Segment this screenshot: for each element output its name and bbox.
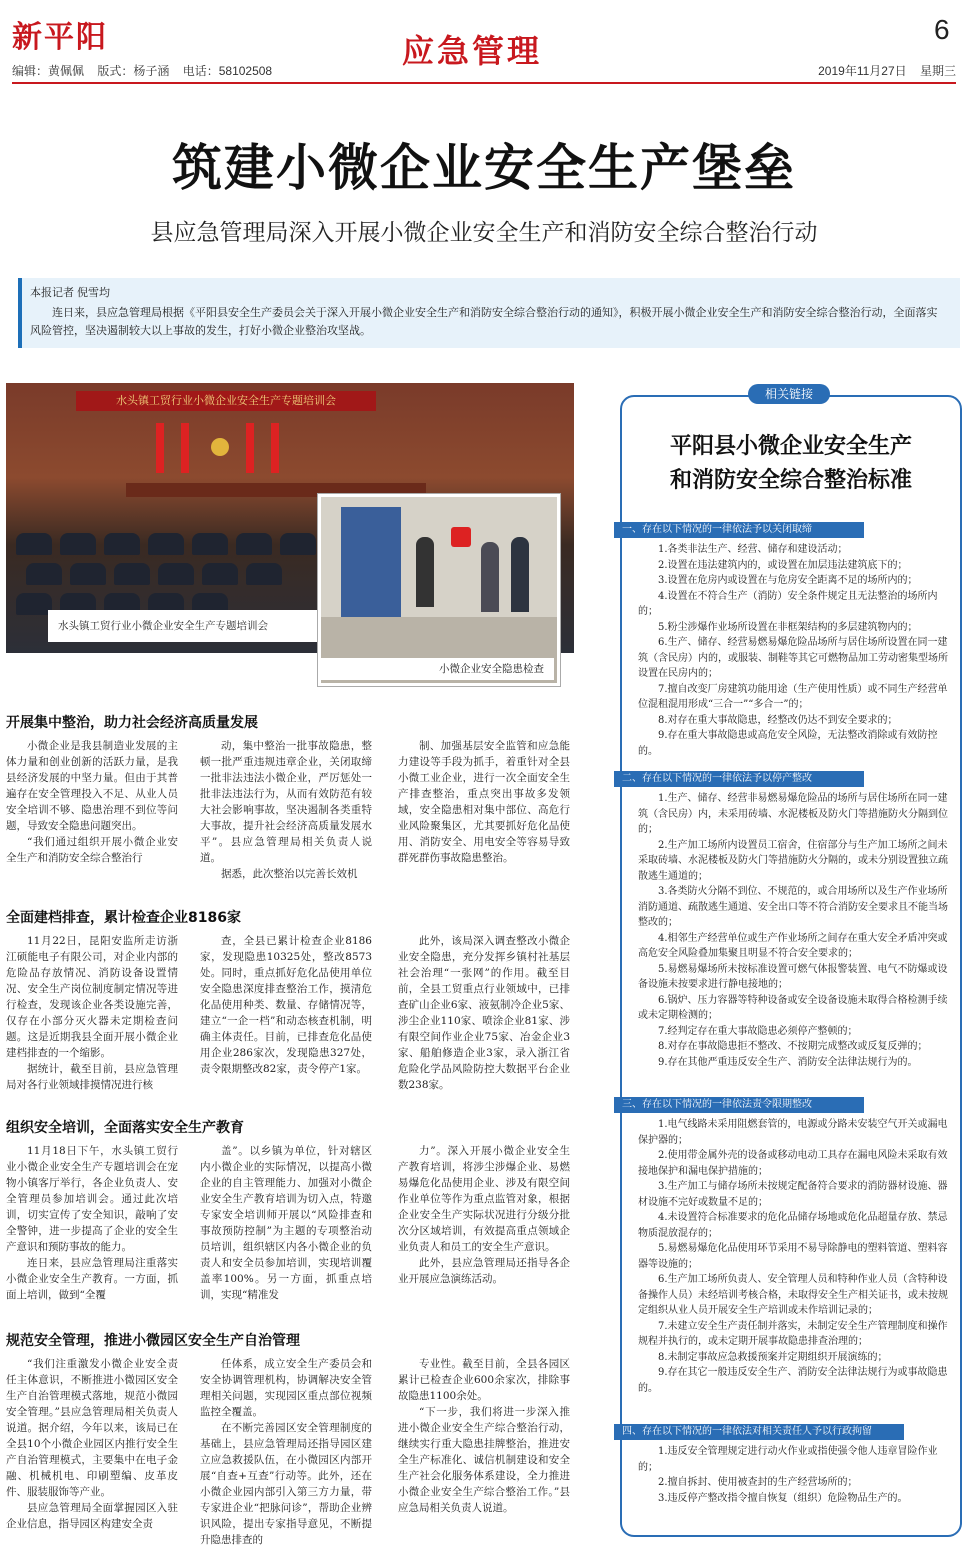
article-column: 任体系，成立安全生产委员会和安全协调管理机构，协调解决安全管理相关问题，实现园区重点部位视频监控全覆盖。 在不断完善园区安全管理制度的基础上，县应急管理局还指导园区建立应急救援队伍，在小微园区内部开展“自查+互查”行动等。此外，还在小微企业园内部引入第三方力量，带专家进企业“把脉问诊”，帮助企业辨识风险，提出专家指导意见，不断提升隐患排查的: [200, 1358, 372, 1546]
layout-editor: 版式：杨子涵: [97, 64, 170, 78]
article-column: 动，集中整治一批事故隐患，整顿一批严重违规违章企业，关闭取缔一批非法违法小微企业，严厉惩处一批非法违法行为，从而有效防范有较大社会影响事故，坚决遏制各类重特大事故，提升社会经济高质量发展水平”。县应急管理局相关负责人说道。 据悉，此次整治以完善长效机: [200, 740, 372, 880]
standard-item: 1.电气线路未采用阻燃套管的，电源或分路未安装空气开关或漏电保护器的；: [638, 1119, 948, 1146]
standard-list: [638, 542, 948, 759]
standard-item: 7.未建立安全生产责任制并落实，未制定安全生产管理制度和操作规程并执行的，或未定期开展事故隐患排查治理的；: [638, 1320, 948, 1347]
standard-item: 7.经判定存在重大事故隐患必须停产整顿的；: [658, 1025, 858, 1037]
article-column: “我们注重激发小微企业安全责任主体意识，不断推进小微园区安全生产自治管理模式落地，规范小微园安全管理。”县应急管理局相关负责人说道。据介绍，今年以来，该局已在全县10个小微企业园区内推行安全生产自治管理模式，主要集中在电子金融、机械机电、印刷塑编、皮革皮件、服装服饰等产业。 县应急管理局全面掌握园区入驻企业信息，指导园区构建安全责: [6, 1358, 178, 1530]
article-column: 查，全县已累计检查企业8186家，发现隐患10325处，整改8573处。同时，重点抓好危化品使用单位安全隐患深度排查整治工作，摸清危化品使用种类、数量、存储情况等，建立“一企一档”和动态核查机制，明确主体责任。目前，已排查危化品使用企业286家次，发现隐患327处，责令限期整改82家，责令停产1家。: [200, 935, 372, 1075]
standard-item: 5.粉尘涉爆作业场所设置在非框架结构的多层建筑物内的；: [658, 621, 918, 633]
standard-item: 2.设置在违法建筑内的，或设置在加层违法建筑底下的；: [658, 559, 908, 571]
weekday: 星期三: [919, 64, 956, 78]
standard-item: 3.设置在危房内或设置在与危房安全距离不足的场所内的；: [658, 575, 918, 586]
standard-list: [638, 1117, 948, 1396]
standard-item: 6.生产加工场所负责人、安全管理人员和特种作业人员（含特种设备操作人员）未经培训考核合格，未取得安全生产相关证书，或未按规定组织从业人员开展安全生产培训或未作培训记录的；: [638, 1274, 948, 1316]
article-column: 盖”。以乡镇为单位，针对辖区内小微企业的实际情况，以提高小微企业的自主管理能力、加强对小微企业安全生产教育培训为切入点，特邀专家安全培训师开展以“风险排查和事故预防控制”为主题的专项整治动员培训，组织辖区内各小微企业的负责人和安全员参加培训，实现培训覆盖率100%。另一方面，抓重点培训，实现“精准发: [200, 1145, 372, 1301]
article-column: 小微企业是我县制造业发展的主体力量和创业创新的活跃力量，是我县经济发展的中坚力量。但由于其普遍存在安全管理投入不足、从业人员安全培训不够、隐患治理不到位等问题，导致安全隐患问题突出。 “我们通过组织开展小微企业安全生产和消防安全综合整治行: [6, 740, 178, 864]
article-column: 11月22日，昆阳安监所走访浙江硕能电子有限公司，对企业内部的危险品存放情况、消防设备设置情况、安全生产岗位制度制定情况等进行检查，发现该企业各类设施完善，仅存在小部分灭火器未定期检查问题。这是近期我县全面开展小微企业建档排查的一个缩影。 据统计，截至目前，县应急管理局对各行业领域排摸情况进行核: [6, 935, 178, 1091]
sidebar-title-line: 和消防安全综合整治标准: [669, 468, 912, 493]
standard-item: 1.各类非法生产、经营、储存和建设活动；: [658, 544, 848, 555]
sidebar-title-line: 平阳县小微企业安全生产: [669, 434, 912, 459]
photo-caption-training: 水头镇工贸行业小微企业安全生产专题培训会: [48, 610, 328, 642]
standard-item: 4.相邻生产经营单位或生产作业场所之间存在重大安全矛盾冲突或高危安全风险叠加集聚且明显不符合安全要求的；: [638, 932, 948, 959]
editor: 编辑：黄佩佩: [12, 64, 85, 78]
standard-item: 2.生产加工场所内设置员工宿舍，住宿部分与生产加工场所之间未采取砖墙、水泥楼板及防火门等措施防火分隔的，或未分别设置独立疏散逃生通道的；: [638, 839, 948, 882]
flag-icon: [246, 423, 254, 473]
section-heading: 全面建档排查，累计检查企业8186家: [6, 910, 241, 926]
photo-caption-inspection: 小微企业安全隐患检查: [318, 658, 554, 680]
standard-item: 3.违反停产整改指令擅自恢复（组织）危险物品生产的。: [658, 1492, 908, 1504]
article-column: 此外，该局深入调查整改小微企业安全隐患，充分发挥乡镇村社基层社会治理“一张网”的作用。截至目前，全县工贸重点行业领域中，已排查矿山企业6家、液氨制冷企业5家、涉尘企业110家、喷涂企业81家、涉有限空间作业企业75家、冶金企业3家、船舶修造企业3家，录入浙江省危险化学品风险防控大数据平台企业数238家。: [398, 935, 570, 1091]
sidebar-title: [628, 430, 954, 498]
article-column: 制、加强基层安全监管和应急能力建设等手段为抓手，着重针对全县小微工业企业，进行一次全面安全生产排查整治，重点突出事故多发领域，安全隐患相对集中部位、高危行业风险聚集区，尤其要抓好危化品使用、消防安全、用电安全等容易导致群死群伤事故隐患整治。: [398, 740, 570, 864]
standard-item: 5.易燃易爆危化品使用环节采用不易导除静电的塑料管道、塑料容器等设施的；: [638, 1243, 948, 1270]
standard-item: 4.未设置符合标准要求的危化品储存场地或危化品超量存放、禁忌物质混放混存的；: [638, 1212, 948, 1239]
section-heading: 开展集中整治，助力社会经济高质量发展: [6, 715, 258, 731]
article-column: 力”。深入开展小微企业安全生产教育培训，将涉尘涉爆企业、易燃易爆危化品使用企业、涉及有限空间作业单位等作为重点监管对象，根据企业安全生产实际状况进行分级分批次分区域培训，有效提高重点领域企业负责人和员工的安全生产意识。 此外，县应急管理局还指导各企业开展应急演练活动。: [398, 1145, 570, 1285]
date: 2019年11月27日: [818, 64, 907, 78]
standard-item: 9.存在重大事故隐患或高危安全风险，无法整改消除或有效防控的。: [638, 730, 938, 757]
standard-item: 2.使用带金属外壳的设备或移动电动工具存在漏电风险未采取有效接地保护和漏电保护措施的；: [638, 1150, 948, 1177]
standard-item: 6.锅炉、压力容器等特种设备或安全设备设施未取得合格检测手续或未定期检测的；: [638, 994, 948, 1021]
person: [511, 537, 529, 612]
editor-info: [12, 62, 282, 79]
date-info: [808, 62, 956, 79]
fire-alarm-icon: [451, 527, 471, 547]
standard-item: 8.对存在事故隐患拒不整改、不按期完成整改或反复反弹的；: [658, 1041, 928, 1052]
standard-item: 8.未制定事故应急救援预案并定期组织开展演练的；: [658, 1351, 888, 1363]
section-heading: 组织安全培训，全面落实安全生产教育: [6, 1120, 244, 1136]
photo-banner: 水头镇工贸行业小微企业安全生产专题培训会: [76, 391, 376, 411]
standard-item: 3.各类防火分隔不到位、不规范的，或合用场所以及生产作业场所消防通道、疏散逃生通道、安全出口等不符合消防安全要求且不能当场整改的；: [638, 886, 948, 928]
standard-item: 4.设置在不符合生产（消防）安全条件规定且无法整治的场所内的；: [638, 590, 938, 617]
standard-list: [638, 1444, 948, 1506]
standard-item: 1.违反安全管理规定进行动火作业或指使强令他人违章冒险作业的；: [638, 1446, 938, 1473]
standard-group-heading: 二、存在以下情况的一律依法予以停产整改: [614, 771, 864, 787]
section-heading: 规范安全管理，推进小微园区安全生产自治管理: [6, 1333, 300, 1349]
lead-body: 连日来，县应急管理局根据《平阳县安全生产委员会关于深入开展小微企业安全生产和消防安全综合整治行动的通知》，积极开展小微企业安全生产和消防安全综合整治行动，全面落实风险管控，坚决遏制较大以上事故的发生，打好小微企业整治攻坚战。: [30, 307, 938, 337]
masthead-divider: [12, 82, 956, 84]
subhead: 县应急管理局深入开展小微企业安全生产和消防安全综合整治行动: [150, 220, 818, 246]
standard-list: [638, 791, 948, 1070]
standard-item: 6.生产、储存、经营易燃易爆危险品场所与居住场所设置在同一建筑（含民房）内的，或服装、制鞋等其它可燃物品加工劳动密集型场所设置在民房内的；: [638, 637, 948, 679]
masthead-logo: 新平阳: [12, 20, 108, 55]
standard-group-heading: 一、存在以下情况的一律依法予以关闭取缔: [614, 522, 864, 538]
standard-item: 8.对存在重大事故隐患，经整改仍达不到安全要求的；: [658, 714, 898, 726]
person: [416, 537, 434, 607]
section-title: 应急管理: [402, 32, 543, 70]
phone: 电话：58102508: [182, 64, 273, 78]
article-column: 专业性。截至目前，全县各园区累计已检查企业600余家次，排除事故隐患1100余处。 “下一步，我们将进一步深入推进小微企业安全生产综合整治行动，继续实行重大隐患挂牌整治，推进安全生产标准化、诚信机制建设和安全生产社会化服务体系建设，全力推进小微企业安全生产综合整治工作。”县应急局相关负责人说道。: [398, 1358, 570, 1514]
standard-item: 7.擅自改变厂房建筑功能用途（生产使用性质）或不同生产经营单位混租混用形成“三合一”“多合一”的；: [638, 683, 948, 710]
article-column: 11月18日下午，水头镇工贸行业小微企业安全生产专题培训会在宠物小镇客厅举行，各企业负责人、安全管理员参加培训会。通过此次培训，切实宣传了安全知识，敲响了安全警钟，进一步提高了企业的安全生产意识和预防事故的能力。 连日来，县应急管理局注重落实小微企业安全生产教育。一方面，抓面上培训，做到“全覆: [6, 1145, 178, 1301]
standard-item: 1.生产、储存、经营非易燃易爆危险品的场所与居住场所在同一建筑（含民房）内，未采用砖墙、水泥楼板及防火门等措施防火分隔到位的；: [638, 793, 948, 835]
flag-icon: [271, 423, 279, 473]
flag-icon: [156, 423, 164, 473]
person: [481, 542, 499, 612]
headline: 筑建小微企业安全生产堡垒: [172, 139, 796, 197]
standard-group-heading: 四、存在以下情况的一律依法对相关责任人予以行政拘留: [614, 1424, 904, 1440]
lead-reporter: 本报记者 倪雪均: [30, 287, 111, 299]
flag-icon: [181, 423, 189, 473]
page-number: 6: [934, 14, 950, 45]
standard-item: 9.存在其它一般违反安全生产、消防安全法律法规行为或事故隐患的。: [638, 1367, 948, 1394]
standard-item: 2.擅自拆封、使用被查封的生产经营场所的；: [658, 1477, 858, 1488]
related-links-tag: 相关链接: [748, 384, 830, 404]
emblem-icon: [211, 438, 229, 456]
standard-item: 3.生产加工与储存场所未按规定配备符合要求的消防器材设施、器材设施不完好或数量不足的；: [638, 1181, 948, 1208]
standard-item: 9.存在其他严重违反安全生产、消防安全法律法规行为的。: [658, 1056, 918, 1068]
standard-group-heading: 三、存在以下情况的一律依法责令限期整改: [614, 1097, 864, 1113]
standard-item: 5.易燃易爆场所未按标准设置可燃气体报警装置、电气不防爆或设备设施未按要求进行静电接地的；: [638, 963, 948, 990]
